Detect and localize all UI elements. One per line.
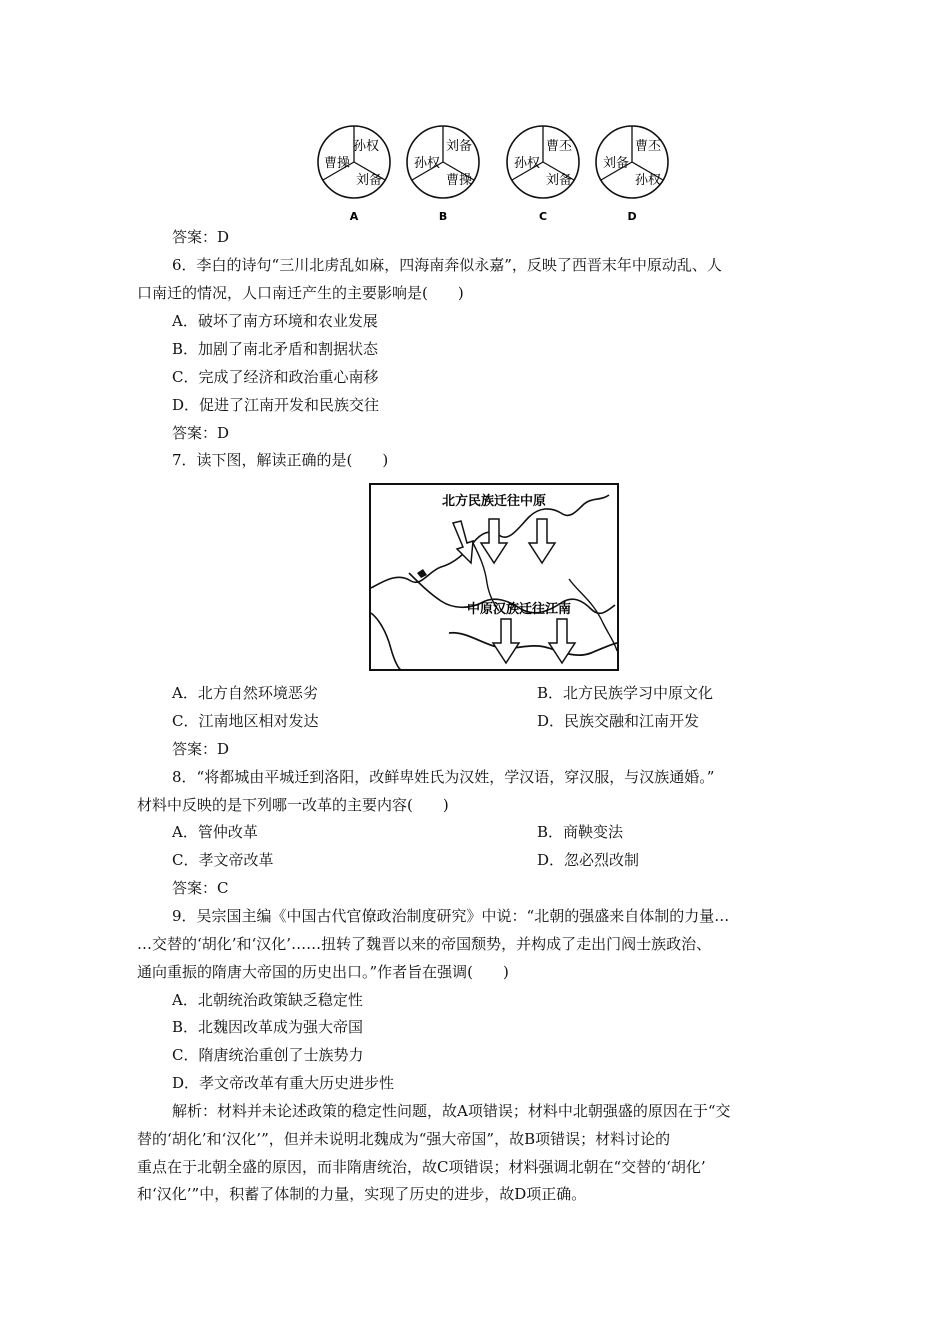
q7-stem: 7．读下图，解读正确的是( )	[172, 451, 389, 469]
circle-a-right: 刘备	[355, 173, 383, 188]
circle-option-b	[407, 126, 479, 222]
q6-option-a: A．破坏了南方环境和农业发展	[172, 312, 378, 330]
q8-stem-line1: 8．“将都城由平城迁到洛阳，改鲜卑姓氏为汉姓，学汉语，穿汉服，与汉族通婚。”	[172, 768, 715, 786]
q7-option-b: B．北方民族学习中原文化	[537, 684, 714, 702]
circle-a-top: 孙权	[352, 139, 380, 154]
q9-explanation-line2: 替的‘胡化’和‘汉化’”，但并未说明北魏成为“强大帝国”，故B项错误；材料讨论的	[137, 1130, 671, 1148]
q9-option-a: A．北朝统治政策缺乏稳定性	[172, 991, 363, 1009]
q8-stem-line2: 材料中反映的是下列哪一改革的主要内容( )	[137, 796, 449, 814]
q5-answer: 答案：D	[172, 228, 230, 246]
circle-b-top: 刘备	[445, 139, 473, 154]
q6-answer: 答案：D	[172, 424, 230, 442]
option-circles-figure	[300, 122, 690, 222]
q9-explanation-line1: 解析：材料并未论述政策的稳定性问题，故A项错误；材料中北朝强盛的原因在于“交	[172, 1102, 731, 1120]
circle-a-left: 曹操	[323, 156, 351, 171]
q7-option-d: D．民族交融和江南开发	[537, 712, 700, 730]
circle-a-letter: A	[349, 210, 359, 222]
q8-option-c: C．孝文帝改革	[172, 851, 274, 869]
q9-explanation-line3: 重点在于北朝全盛的原因，而非隋唐统治，故C项错误；材料强调北朝在“交替的‘胡化’	[137, 1158, 706, 1176]
migration-map	[369, 483, 619, 671]
map-label-north: 北方民族迁往中原	[441, 494, 547, 509]
q6-option-d: D．促进了江南开发和民族交往	[172, 396, 380, 414]
circle-d-right: 孙权	[634, 173, 662, 188]
circle-c-letter: C	[538, 210, 548, 222]
circle-option-d	[596, 126, 668, 222]
q9-option-c: C．隋唐统治重创了士族势力	[172, 1046, 364, 1064]
q8-option-d: D．忽必烈改制	[537, 851, 640, 869]
q6-stem-line2: 口南迁的情况，人口南迁产生的主要影响是( )	[137, 284, 464, 302]
circle-d-letter: D	[627, 210, 637, 222]
q9-stem-line1: 9．吴宗国主编《中国古代官僚政治制度研究》中说：“北朝的强盛来自体制的力量…	[172, 907, 730, 925]
q6-stem-line1: 6．李白的诗句“三川北虏乱如麻，四海南奔似永嘉”，反映了西晋末年中原动乱、人	[172, 256, 722, 274]
map-label-south: 中原汉族迁往江南	[466, 602, 572, 617]
q7-option-a: A．北方自然环境恶劣	[172, 684, 318, 702]
circle-d-top: 曹丕	[634, 139, 662, 154]
q7-option-c: C．江南地区相对发达	[172, 712, 319, 730]
circle-b-right: 曹操	[445, 173, 473, 188]
q9-option-b: B．北魏因改革成为强大帝国	[172, 1018, 364, 1036]
q6-option-b: B．加剧了南北矛盾和割据状态	[172, 340, 379, 358]
q8-option-b: B．商鞅变法	[537, 823, 624, 841]
circle-option-c	[507, 126, 579, 222]
q9-stem-line3: 通向重振的隋唐大帝国的历史出口。”作者旨在强调( )	[137, 963, 509, 981]
q9-stem-line2: …交替的‘胡化’和‘汉化’……扭转了魏晋以来的帝国颓势，并构成了走出门阀士族政治、	[137, 935, 712, 953]
q6-option-c: C．完成了经济和政治重心南移	[172, 368, 379, 386]
circle-c-top: 曹丕	[545, 139, 573, 154]
q9-explanation-line4: 和‘汉化’”中，积蓄了体制的力量，实现了历史的进步，故D项正确。	[137, 1185, 587, 1203]
circle-option-a	[318, 126, 390, 222]
q9-option-d: D．孝文帝改革有重大历史进步性	[172, 1074, 395, 1092]
circle-c-left: 孙权	[513, 156, 541, 171]
q8-option-a: A．管仲改革	[172, 823, 258, 841]
circle-c-right: 刘备	[545, 173, 573, 188]
circle-d-left: 刘备	[602, 156, 630, 171]
q8-answer: 答案：C	[172, 879, 229, 897]
q7-answer: 答案：D	[172, 740, 230, 758]
circle-b-left: 孙权	[413, 156, 441, 171]
circle-b-letter: B	[438, 210, 448, 222]
